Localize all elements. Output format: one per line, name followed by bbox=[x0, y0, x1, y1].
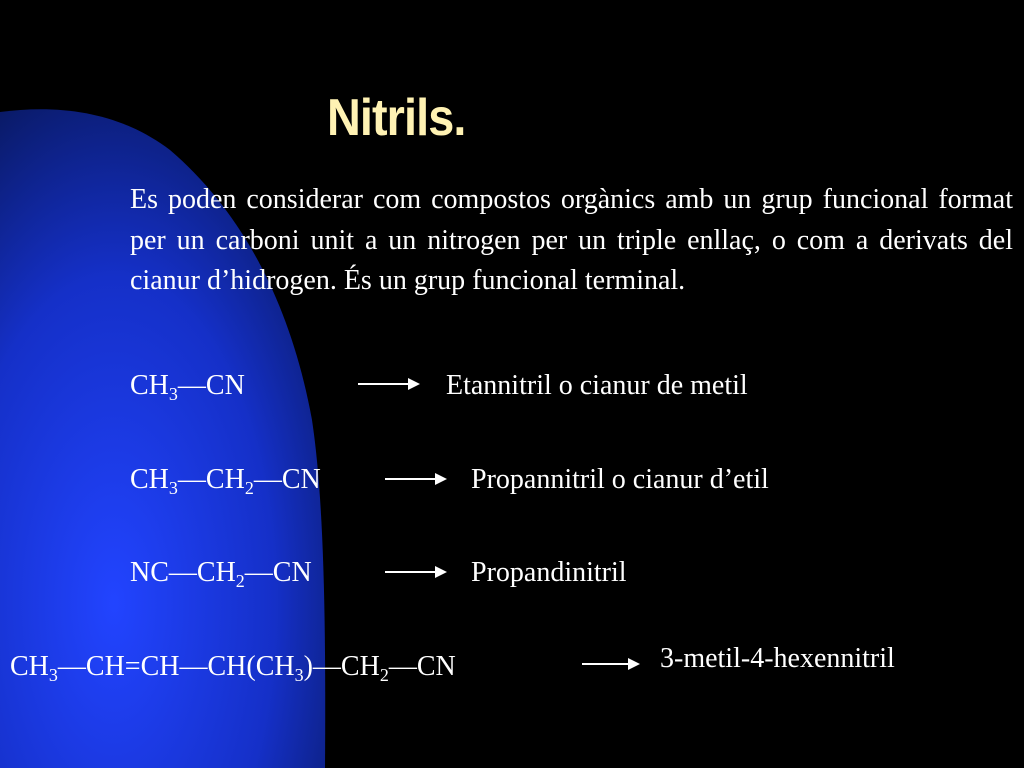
arrow-icon bbox=[385, 571, 445, 573]
arrow-icon bbox=[385, 478, 445, 480]
name-propannitril: Propannitril o cianur d’etil bbox=[471, 464, 769, 495]
page-title: Nitrils. bbox=[327, 89, 466, 147]
description-paragraph: Es poden considerar com compostos orgànics amb un grup funcional format per un carboni unit a un nitrogen per un triple enllaç, o com a derivats del cianur d’hidrogen. És un grup funcional terminal. bbox=[130, 184, 1013, 296]
name-etannitril: Etannitril o cianur de metil bbox=[446, 370, 748, 401]
formula-propandinitril: $NC—CH_2—CN$ bbox=[130, 557, 312, 591]
formula-propannitril: $CH_3—CH_2—CN$ bbox=[130, 464, 321, 498]
formula-etannitril: $CH_3—CN$ bbox=[130, 370, 245, 404]
arrow-icon bbox=[582, 663, 638, 665]
name-hexennitril: 3-metil-4-hexennitril bbox=[660, 643, 895, 674]
name-propandinitril: Propandinitril bbox=[471, 557, 627, 588]
formula-hexennitril: $CH_3—CH=CH—CH(CH_3)—CH_2—CN$ bbox=[10, 651, 456, 685]
arrow-icon bbox=[358, 383, 418, 385]
